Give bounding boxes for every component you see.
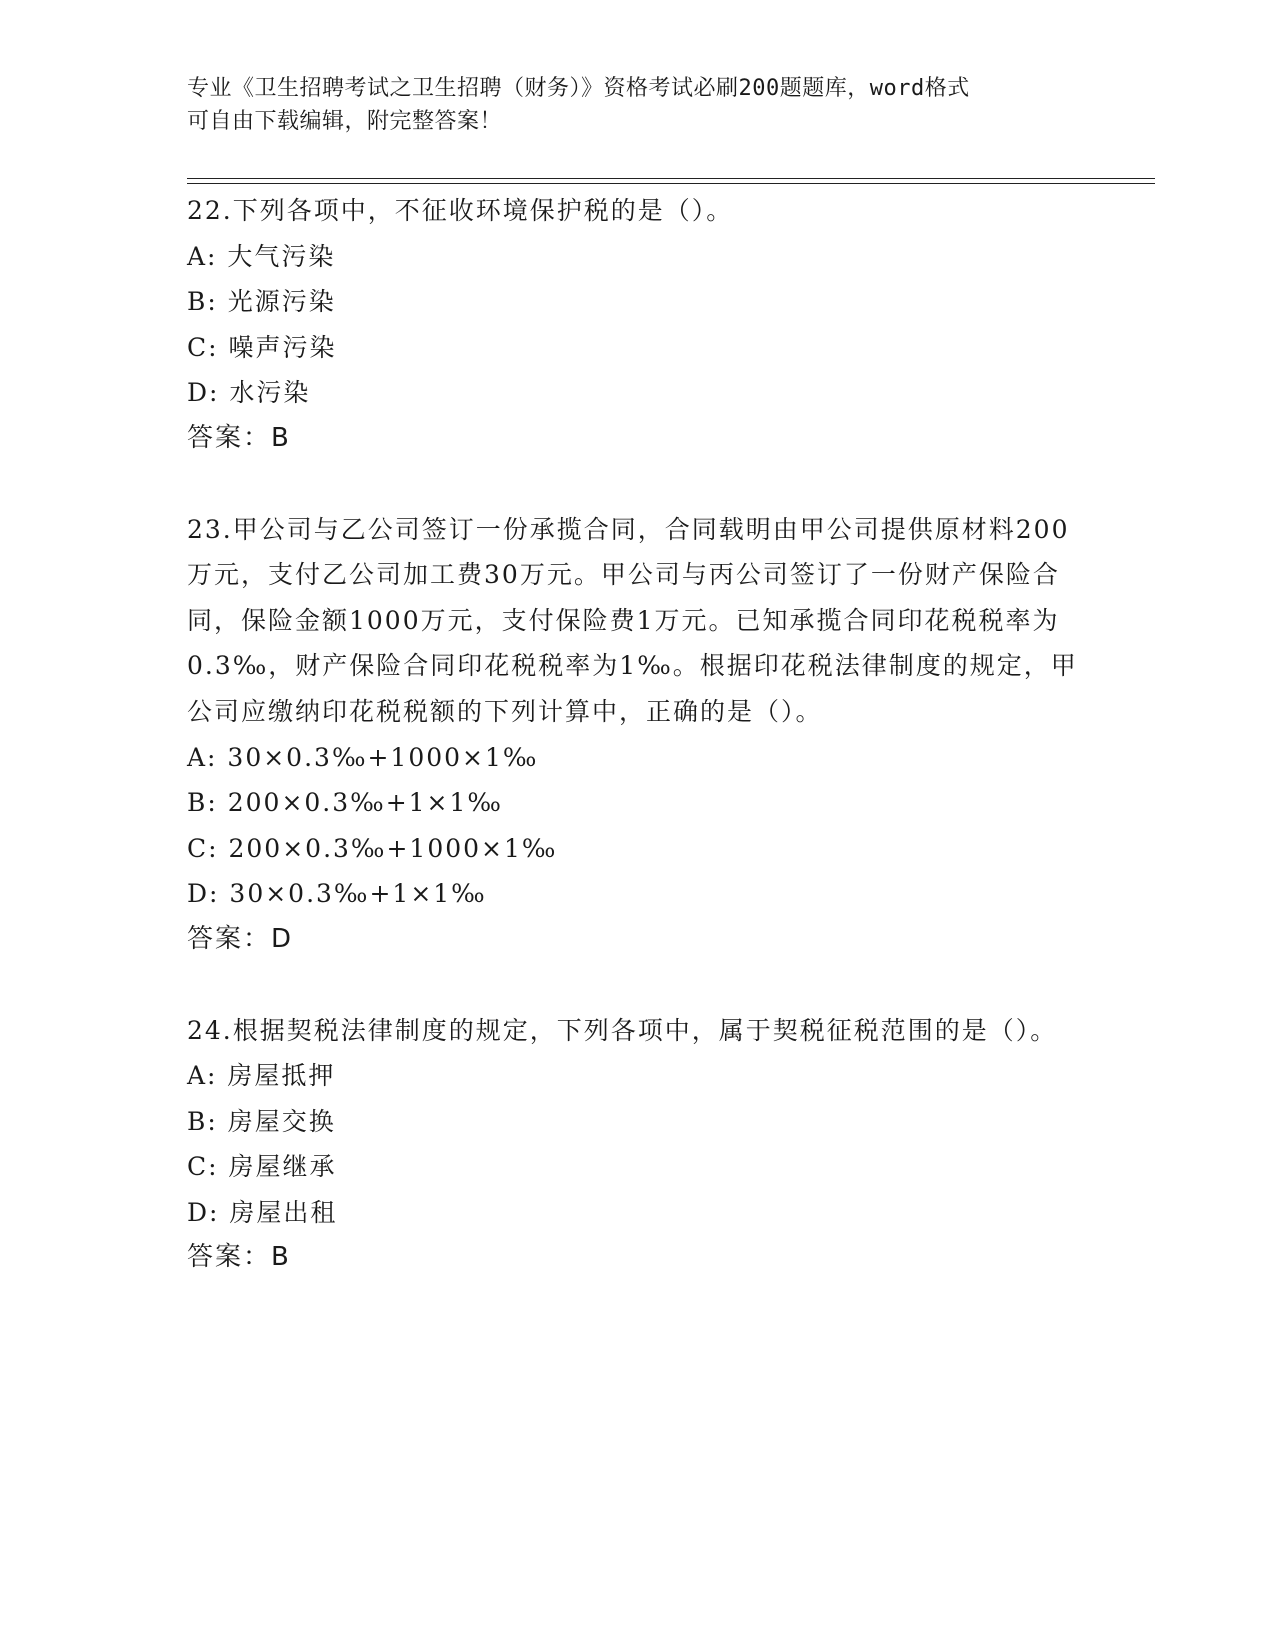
question-list — [187, 188, 1087, 1281]
question-stem: 23.甲公司与乙公司签订一份承揽合同，合同载明由甲公司提供原材料200万元，支付乙公司加工费30万元。甲公司与丙公司签订了一份财产保险合同，保险金额1000万元，支付保险费1万元。已知承揽合同印花税税率为0.3‰，财产保险合同印花税税率为1‰。根据印花税法律制度的规定，甲公司应缴纳印花税税额的下列计算中，正确的是（）。 — [187, 514, 1078, 726]
question-stem: 22.下列各项中，不征收环境保护税的是（）。 — [187, 196, 734, 225]
answer-line: 答案：B — [187, 1242, 291, 1273]
document-header — [187, 72, 1067, 138]
option-a: A: 大气污染 — [187, 241, 336, 271]
option-b: B: 200×0.3‰+1×1‰ — [187, 788, 503, 818]
question-23 — [187, 507, 1087, 963]
option-b: B: 光源污染 — [187, 287, 336, 317]
option-c: C: 200×0.3‰+1000×1‰ — [187, 833, 558, 863]
header-divider-top — [187, 178, 1155, 179]
header-line-1: 专业《卫生招聘考试之卫生招聘（财务）》资格考试必刷200题题库，word格式 — [187, 76, 970, 101]
option-d: D: 房屋出租 — [187, 1197, 338, 1227]
question-22 — [187, 188, 1087, 462]
option-d: D: 30×0.3‰+1×1‰ — [187, 879, 487, 909]
answer-line: 答案：D — [187, 923, 294, 954]
header-divider-bottom — [187, 183, 1155, 184]
question-stem: 24.根据契税法律制度的规定，下列各项中，属于契税征税范围的是（）。 — [187, 1015, 1058, 1045]
option-c: C: 房屋继承 — [187, 1152, 337, 1182]
option-d: D: 水污染 — [187, 378, 311, 408]
option-a: A: 30×0.3‰+1000×1‰ — [187, 742, 539, 772]
option-b: B: 房屋交换 — [187, 1106, 336, 1136]
question-24 — [187, 1008, 1087, 1282]
option-c: C: 噪声污染 — [187, 332, 337, 362]
answer-line: 答案：B — [187, 422, 291, 453]
header-line-2: 可自由下载编辑，附完整答案！ — [187, 109, 503, 134]
option-a: A: 房屋抵押 — [187, 1061, 336, 1091]
